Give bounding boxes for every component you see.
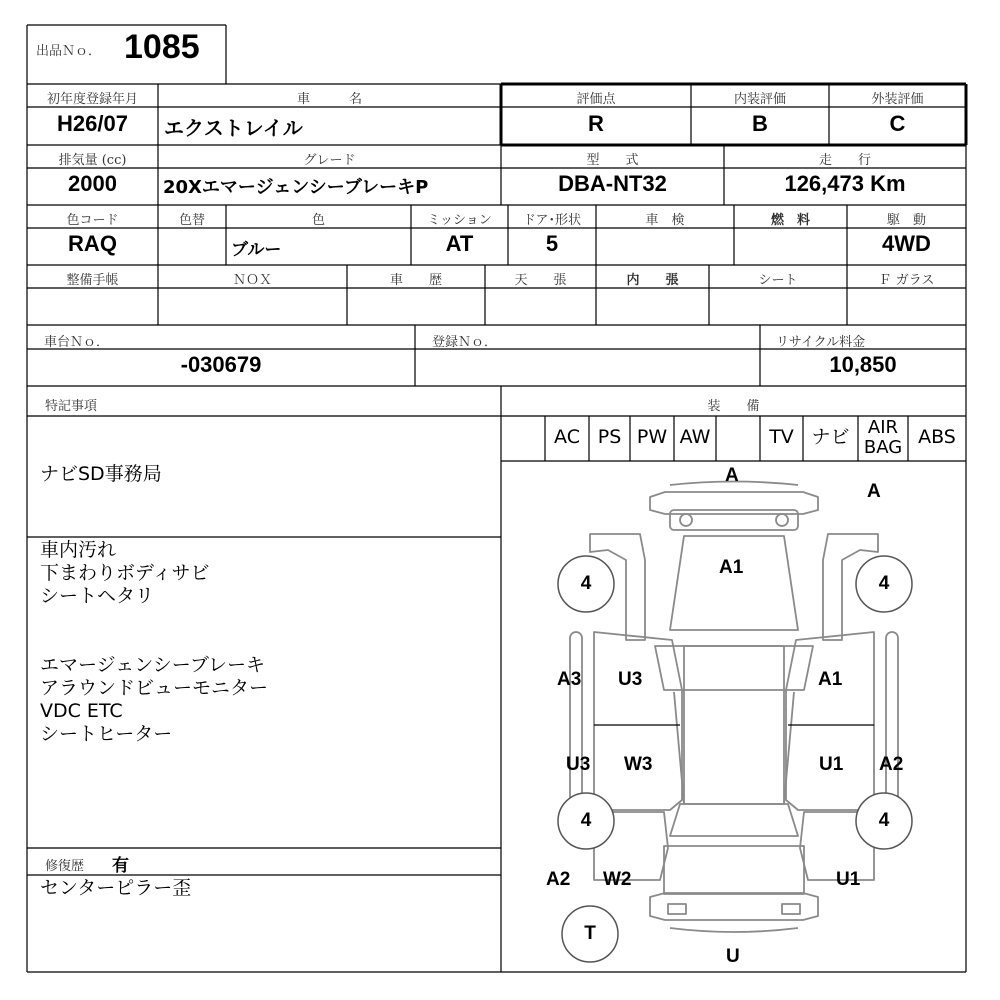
door-value: 5 — [545, 231, 559, 256]
interior-label: 内装評価 — [733, 92, 786, 107]
sunroof-label: 天 張 — [514, 273, 567, 288]
drive-value: 4WD — [882, 231, 931, 256]
note-line: 下まわりボディサビ — [40, 562, 210, 584]
equip-navi: ナビ — [811, 426, 850, 448]
repair-label: 修復歴 — [45, 859, 85, 874]
car-name-label: 車 名 — [296, 92, 362, 107]
nox-label: ＮＯＸ — [232, 273, 272, 288]
chassis-label: 車台Ｎｏ． — [44, 335, 110, 350]
mileage-label: 走 行 — [818, 153, 871, 168]
tire-rear-right: 4 — [878, 810, 890, 831]
model-value: DBA-NT32 — [558, 171, 667, 196]
damage-mark: A1 — [818, 669, 843, 690]
note-line: VDC ETC — [40, 700, 123, 722]
equip-airbag: AIR BAG — [863, 417, 903, 458]
equip-ps: PS — [597, 426, 622, 448]
registration-label: 登録Ｎｏ． — [432, 335, 498, 350]
mission-value: AT — [445, 231, 474, 256]
damage-mark: A — [867, 481, 881, 502]
color-code-label: 色コード — [66, 213, 119, 228]
repair-value: 有 — [112, 856, 129, 876]
notes-label: 特記事項 — [45, 399, 98, 414]
note-line — [40, 608, 268, 631]
tire-front-right: 4 — [878, 573, 890, 594]
equip-ac: AC — [554, 426, 580, 448]
color-value: ブルー — [231, 240, 282, 260]
model-label: 型 式 — [586, 153, 639, 168]
damage-mark: U3 — [566, 754, 591, 775]
displacement-label: 排気量 (cc) — [58, 153, 127, 168]
tire-spare: T — [584, 923, 596, 944]
mileage-value: 126,473 Km — [784, 171, 906, 196]
car-diagram — [501, 461, 966, 972]
damage-mark: W2 — [603, 869, 632, 890]
door-label: ドア･形状 — [522, 213, 582, 228]
first-reg-label: 初年度登録年月 — [46, 92, 138, 107]
score-value: R — [588, 111, 604, 136]
lot-number: 1085 — [124, 28, 200, 66]
service-book-label: 整備手帳 — [66, 273, 119, 288]
displacement-value: 2000 — [68, 171, 117, 196]
damage-mark: A2 — [546, 869, 571, 890]
damage-mark: U1 — [836, 869, 861, 890]
equip-aw: AW — [679, 426, 711, 448]
damage-mark: A2 — [879, 754, 904, 775]
seat-label: シート — [758, 273, 798, 288]
drive-label: 駆 動 — [886, 213, 926, 228]
color-label: 色 — [311, 213, 325, 228]
grade-value: 20XエマージェンシーブレーキP — [163, 177, 429, 198]
note-line: アラウンドビューモニター — [40, 677, 269, 699]
tire-rear-left: 4 — [580, 810, 592, 831]
damage-mark: U3 — [618, 669, 643, 690]
note-line: シートヘタリ — [40, 585, 155, 607]
interior-value: B — [752, 111, 768, 136]
lot-label: 出品Ｎｏ． — [36, 44, 102, 59]
damage-mark: U1 — [819, 754, 844, 775]
f-glass-label: Ｆ ガラス — [878, 273, 935, 288]
note-line: エマージェンシーブレーキ — [40, 654, 266, 676]
exterior-label: 外装評価 — [871, 92, 924, 107]
recycle-label: リサイクル料金 — [776, 335, 866, 350]
damage-mark: W3 — [624, 754, 653, 775]
interior-lining-label: 内 張 — [626, 273, 679, 288]
repair-detail: センターピラー歪 — [40, 877, 192, 899]
tire-front-left: 4 — [580, 573, 592, 594]
note-line: ナビSD事務局 — [40, 463, 162, 485]
damage-mark: U — [726, 946, 740, 967]
notes-box2 — [40, 539, 268, 746]
note-line: 車内汚れ — [40, 539, 117, 561]
recycle-value: 10,850 — [829, 352, 897, 377]
damage-mark: A — [725, 465, 739, 486]
history-label: 車 歴 — [389, 273, 442, 288]
inspection-label: 車 検 — [645, 213, 685, 228]
damage-mark: A3 — [557, 669, 582, 690]
car-name-value: エクストレイル — [164, 116, 303, 140]
damage-mark: A1 — [719, 557, 744, 578]
score-label: 評価点 — [576, 92, 616, 107]
equip-pw: PW — [636, 426, 668, 448]
exterior-value: C — [889, 111, 906, 136]
equip-tv: TV — [769, 426, 794, 448]
note-line: シートヒーター — [40, 723, 173, 745]
equipment-label: 装 備 — [707, 399, 760, 414]
grade-label: グレード — [303, 153, 356, 168]
chassis-value: -030679 — [180, 352, 262, 377]
equip-abs: ABS — [918, 426, 956, 448]
first-reg-value: H26/07 — [57, 111, 128, 136]
color-code-value: RAQ — [68, 231, 117, 256]
mission-label: ミッション — [427, 213, 492, 228]
fuel-label: 燃 料 — [770, 213, 810, 228]
color-change-label: 色替 — [178, 213, 205, 228]
note-line — [40, 631, 268, 654]
